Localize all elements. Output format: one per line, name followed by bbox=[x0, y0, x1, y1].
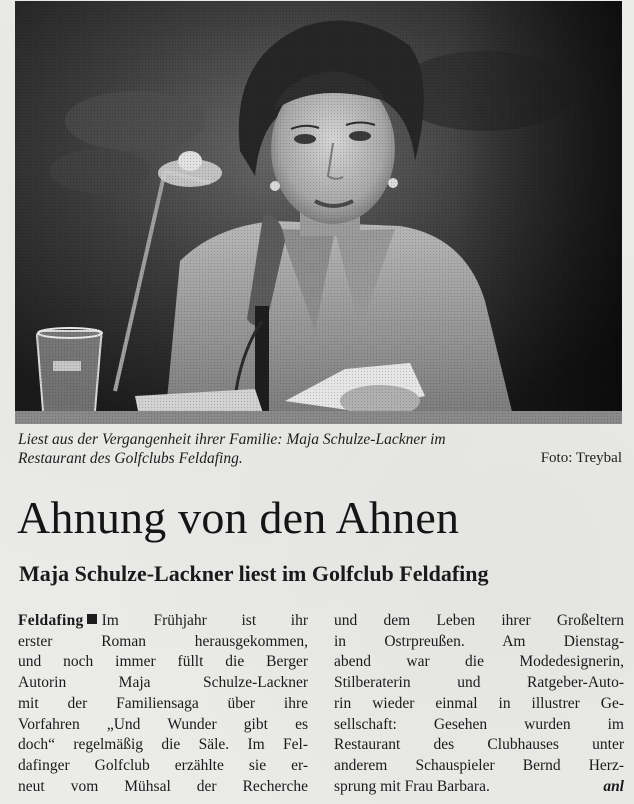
article-line: Autorin Maja Schulze-Lackner bbox=[18, 674, 308, 692]
dateline: Feldafing bbox=[18, 612, 84, 629]
article-line: sellschaft: Gesehen wurden im bbox=[334, 715, 624, 733]
article-line: Vorfahren „Und Wunder gibt es bbox=[18, 715, 308, 733]
article-line-text: sprung mit Frau Barbara. bbox=[334, 777, 490, 795]
article-line: rin wieder einmal in illustrer Ge- bbox=[334, 694, 624, 712]
author-initials: anl bbox=[603, 777, 624, 795]
photo-credit: Foto: Treybal bbox=[540, 450, 622, 466]
article-line: dafinger Golfclub erzählte sie er- bbox=[18, 756, 308, 774]
article-line-text: Im Frühjahr ist ihr bbox=[101, 612, 308, 629]
subheadline: Maja Schulze-Lackner liest im Golfclub Feldafing bbox=[19, 561, 489, 586]
article-line: mit der Familiensaga über ihre bbox=[18, 694, 308, 712]
article-column-left bbox=[18, 611, 308, 797]
article-line: in Ostrpreußen. Am Dienstag- bbox=[334, 632, 624, 650]
article-line-final bbox=[334, 777, 624, 798]
headline: Ahnung von den Ahnen bbox=[17, 492, 460, 543]
article-line: abend war die Modedesignerin, bbox=[334, 653, 624, 671]
article-line: Restaurant des Clubhauses unter bbox=[334, 736, 624, 754]
article-line: doch“ regelmäßig die Säle. Im Fel- bbox=[18, 736, 308, 754]
caption-line-1: Liest aus der Vergangenheit ihrer Familie: Maja Schulze-Lackner im bbox=[18, 431, 446, 448]
article-line: anderem Schauspieler Bernd Herz- bbox=[334, 756, 624, 774]
article-line: erster Roman herausgekommen, bbox=[18, 632, 308, 650]
caption-line-2: Restaurant des Golfclubs Feldafing. bbox=[18, 450, 243, 467]
article-line: und dem Leben ihrer Großeltern bbox=[334, 612, 624, 629]
square-bullet-icon bbox=[87, 614, 97, 624]
photo-caption bbox=[18, 430, 622, 468]
article-line: Stilberaterin und Ratgeber-Auto- bbox=[334, 674, 624, 692]
article-column-right bbox=[334, 611, 624, 797]
article-line: neut vom Mühsal der Recherche bbox=[18, 777, 308, 795]
photo-illustration bbox=[15, 1, 622, 424]
article-line bbox=[18, 611, 308, 632]
article-line: und noch immer füllt die Berger bbox=[18, 653, 308, 671]
article-photo bbox=[15, 1, 622, 424]
